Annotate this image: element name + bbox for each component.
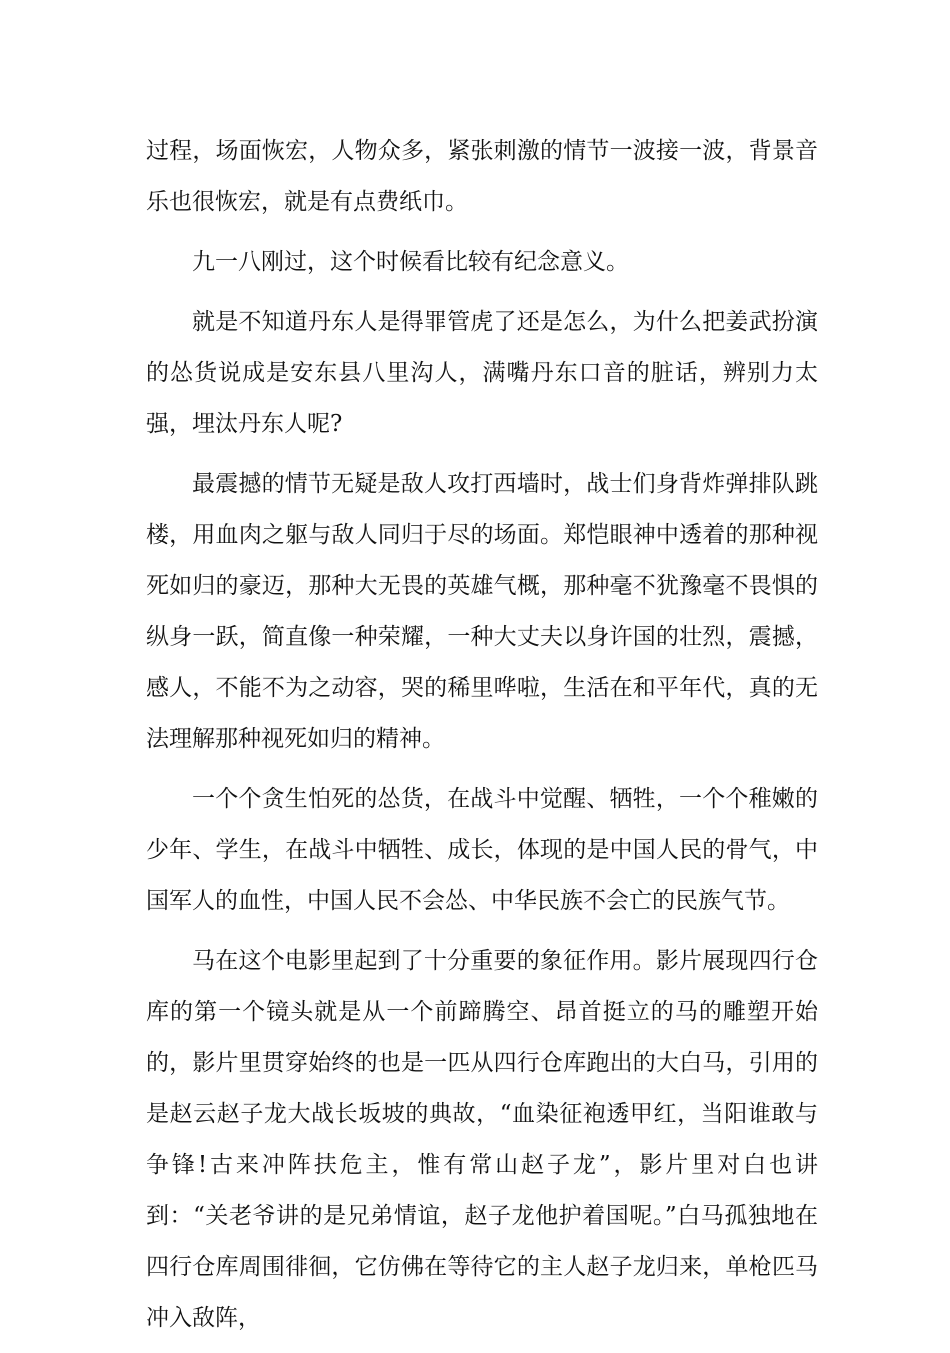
document-body — [146, 126, 818, 1353]
paragraph: 马在这个电影里起到了十分重要的象征作用。影片展现四行仓库的第一个镜头就是从一个前蹄腾空、昂首挺立的马的雕塑开始的，影片里贯穿始终的也是一匹从四行仓库跑出的大白马，引用的是赵云赵子龙大战长坂坡的典故，“血染征袍透甲红，当阳谁敢与争锋!古来冲阵扶危主，惟有常山赵子龙”，影片里对白也讲到：“关老爷讲的是兄弟情谊，赵子龙他护着国呢。”白马孤独地在四行仓库周围徘徊，它仿佛在等待它的主人赵子龙归来，单枪匹马冲入敌阵， — [146, 948, 818, 1331]
paragraph: 最震撼的情节无疑是敌人攻打西墙时，战士们身背炸弹排队跳楼，用血肉之躯与敌人同归于尽的场面。郑恺眼神中透着的那种视死如归的豪迈，那种大无畏的英雄气概，那种毫不犹豫毫不畏惧的纵身一跃，简直像一种荣耀，一种大丈夫以身许国的壮烈，震撼，感人，不能不为之动容，哭的稀里哗啦，生活在和平年代，真的无法理解那种视死如归的精神。 — [146, 471, 818, 752]
paragraph: 一个个贪生怕死的怂货，在战斗中觉醒、牺牲，一个个稚嫩的少年、学生，在战斗中牺牲、成长，体现的是中国人民的骨气，中国军人的血性，中国人民不会怂、中华民族不会亡的民族气节。 — [146, 786, 818, 914]
paragraph: 就是不知道丹东人是得罪管虎了还是怎么，为什么把姜武扮演的怂货说成是安东县八里沟人，满嘴丹东口音的脏话，辨别力太强，埋汰丹东人呢? — [146, 309, 818, 437]
paragraph-continued: 过程，场面恢宏，人物众多，紧张刺激的情节一波接一波，背景音乐也很恢宏，就是有点费纸巾。 — [146, 138, 818, 215]
paragraph: 九一八刚过，这个时候看比较有纪念意义。 — [192, 249, 629, 275]
